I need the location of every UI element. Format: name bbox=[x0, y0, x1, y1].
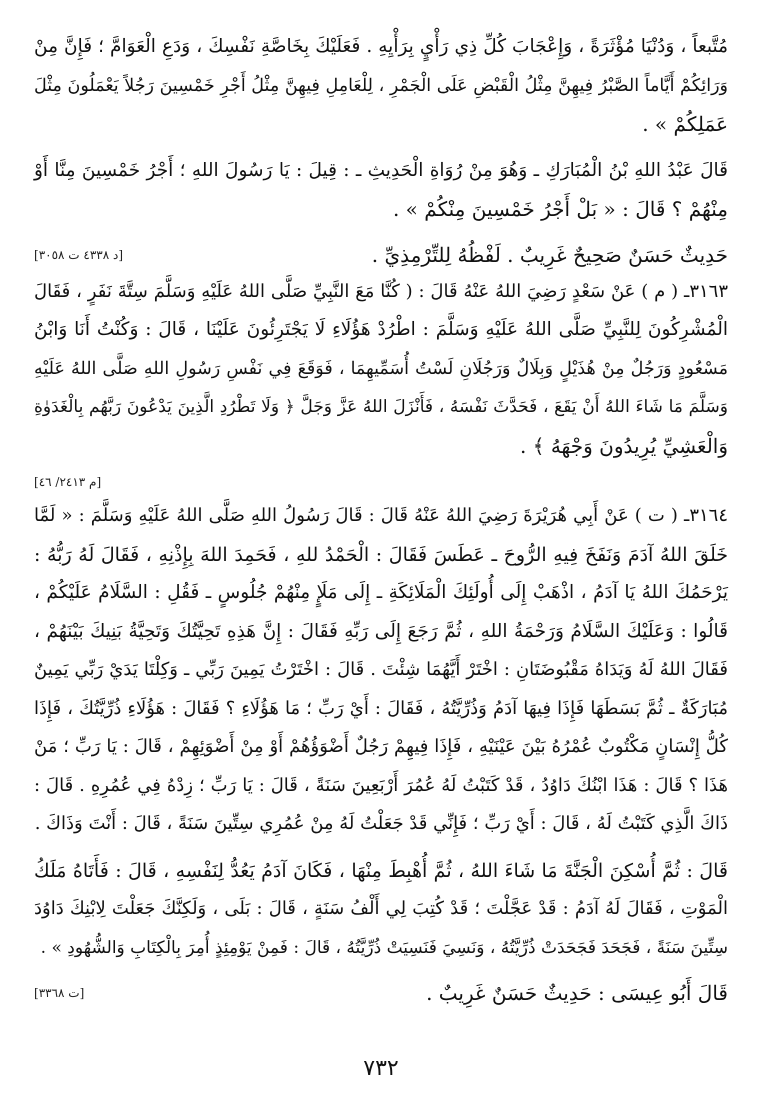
text-line: هَذَا ؟ قَالَ : هَذَا ابْنُكَ دَاوُدُ ، قَدْ كَتَبْتُ لَهُ عُمُرَ أَرْبَعِينَ سَنَةً ، قَالَ : يَا رَبِّ ؛ زِدْهُ فِي عُمُرِهِ . قَالَ : bbox=[34, 774, 728, 796]
text-line: سِتِّينَ سَنَةً ، فَجَحَدَ فَجَحَدَتْ ذُرِّيَّتُهُ ، وَنَسِيَ فَنَسِيَتْ ذُرِّيَّتُهُ ، قَالَ : فَمِنْ يَوْمِئِذٍ أُمِرَ بِالْكِتَابِ وَالشُّهُودِ » . bbox=[40, 937, 728, 958]
text-line: كُلُّ إِنْسَانٍ مَكْتُوبٌ عُمْرُهُ بَيْنَ عَيْنَيْهِ ، فَإِذَا فِيهِمْ رَجُلٌ أَضْوَؤُهُمْ أَوْ مِنْ أَضْوَئِهِمْ ، قَالَ : يَا رَبِّ ؛ مَنْ bbox=[34, 736, 728, 757]
hadith-3164-continued bbox=[34, 852, 728, 968]
text-line: مِنْهُمْ ؟ قَالَ : « بَلْ أَجْرُ خَمْسِينَ مِنْكُمْ » . bbox=[392, 197, 728, 221]
paragraph-2 bbox=[34, 152, 728, 229]
text-line: عَمَلِكُمْ » . bbox=[642, 112, 728, 136]
text-line: فَقَالَ اللهُ لَهُ وَيَدَاهُ مَقْبُوضَتَانِ : اخْتَرْ أَيَّهُمَا شِئْتَ . قَالَ : اخْتَرْتُ يَمِينَ رَبِّي ـ وَكِلْتَا يَدَيْ رَبِّي يَمِينٌ bbox=[34, 659, 728, 680]
source-reference-3163: [م ٢٤١٣/ ٤٦] bbox=[34, 475, 102, 489]
text-line: وَالْعَشِيِّ يُرِيدُونَ وَجْهَهُ ﴾ . bbox=[520, 433, 728, 458]
paragraph-1 bbox=[34, 28, 728, 144]
text-line: الْمُشْرِكُونَ لِلنَّبِيِّ صَلَّى اللهُ عَلَيْهِ وَسَلَّمَ : اطْرُدْ هَؤُلَاءِ لَا يَجْتَرِئُونَ عَلَيْنَا ، قَالَ : وَكُنْتُ أَنَا وَابْنُ bbox=[34, 319, 728, 340]
text-line: مُبَارَكَةٌ ـ ثُمَّ بَسَطَهَا فَإِذَا فِيهَا آدَمُ وَذُرِّيَّتُهُ ، فَقَالَ : أَيْ رَبِّ ؛ مَا هَؤُلَاءِ ؟ فَقَالَ : هَؤُلَاءِ ذُرِّيَّتُكَ ، فَإِذَا bbox=[34, 697, 728, 719]
text-line: الْمَوْتِ ، فَقَالَ لَهُ آدَمُ : قَدْ عَجَّلْتَ ؛ قَدْ كُتِبَ لِي أَلْفُ سَنَةٍ ، قَالَ : بَلَى ، وَلَكِنَّكَ جَعَلْتَ لِابْنِكَ دَاوُدَ bbox=[34, 898, 728, 919]
grading-row-2 bbox=[34, 975, 728, 1011]
text-line: ٣١٦٣ـ ( م ) عَنْ سَعْدٍ رَضِيَ اللهُ عَنْهُ قَالَ : ( كُنَّا مَعَ النَّبِيِّ صَلَّى اللهُ عَلَيْهِ وَسَلَّمَ سِتَّةَ نَفَرٍ ، فَقَالَ bbox=[34, 280, 728, 302]
text-line: وَرَائِكُمْ أَيَّاماً الصَّبْرُ فِيهِنَّ مِثْلُ الْقَبْضِ عَلَى الْجَمْرِ ، لِلْعَامِلِ فِيهِنَّ مِثْلُ أَجْرِ خَمْسِينَ رَجُلاً يَعْمَلُونَ مِثْلَ bbox=[34, 75, 728, 96]
source-reference: [د ٤٣٣٨ ت ٣٠٥٨] bbox=[34, 247, 124, 262]
grading-text: حَدِيثٌ حَسَنٌ صَحِيحٌ غَرِيبٌ . لَفْظُهُ لِلتِّرْمِذِيِّ . bbox=[371, 242, 728, 267]
text-line: خَلَقَ اللهُ آدَمَ وَنَفَخَ فِيهِ الرُّوحَ ـ عَطَسَ فَقَالَ : الْحَمْدُ للهِ ، فَحَمِدَ اللهَ بِإِذْنِهِ ، فَقَالَ لَهُ رَبُّهُ : bbox=[34, 543, 728, 566]
page-number: ٧٣٢ bbox=[363, 1056, 399, 1081]
source-reference: [ت ٣٣٦٨] bbox=[34, 986, 85, 1000]
grading-text: قَالَ أَبُو عِيسَى : حَدِيثٌ حَسَنٌ غَرِيبٌ . bbox=[426, 981, 728, 1005]
text-line: مَسْعُودٍ وَرَجُلٌ مِنْ هُذَيْلٍ وَبِلَالٌ وَرَجُلَانِ لَسْتُ أُسَمِّيهِمَا ، فَوَقَعَ فِي نَفْسِ رَسُولِ اللهِ صَلَّى اللهُ عَلَيْهِ bbox=[34, 358, 728, 379]
hadith-3163 bbox=[34, 273, 728, 466]
grading-row-1 bbox=[34, 237, 728, 273]
hadith-3164 bbox=[34, 497, 728, 844]
text-line: قَالُوا : وَعَلَيْكَ السَّلَامُ وَرَحْمَةُ اللهِ ، ثُمَّ رَجَعَ إِلَى رَبِّهِ فَقَالَ : إِنَّ هَذِهِ تَحِيَّتُكَ وَتَحِيَّةُ بَنِيكَ بَيْنَهُمْ ، bbox=[34, 620, 728, 642]
text-line: قَالَ عَبْدُ اللهِ بْنُ الْمُبَارَكِ ـ وَهُوَ مِنْ رُوَاةِ الْحَدِيثِ ـ : قِيلَ : يَا رَسُولَ اللهِ ؛ أَجْرُ خَمْسِينَ مِنَّا أَوْ bbox=[34, 159, 728, 181]
text-line: يَرْحَمُكَ اللهُ يَا آدَمُ ، اذْهَبْ إِلَى أُولَئِكَ الْمَلَائِكَةِ ـ إِلَى مَلَإٍ مِنْهُمْ جُلُوسٍ ـ فَقُلِ : السَّلَامُ عَلَيْكُمْ ، bbox=[34, 582, 728, 603]
text-line: ٣١٦٤ـ ( ت ) عَنْ أَبِي هُرَيْرَةَ رَضِيَ اللهُ عَنْهُ قَالَ : قَالَ رَسُولُ اللهِ صَلَّى اللهُ عَلَيْهِ وَسَلَّمَ : « لَمَّا bbox=[34, 505, 728, 526]
page-body bbox=[34, 28, 728, 1011]
text-line: وَسَلَّمَ مَا شَاءَ اللهُ أَنْ يَقَعَ ، فَحَدَّثَ نَفْسَهُ ، فَأَنْزَلَ اللهُ عَزَّ وَجَلَّ ﴿ وَلَا تَطْرُدِ الَّذِينَ يَدْعُونَ رَبَّهُم بِالْغَدَوٰةِ bbox=[34, 397, 728, 417]
text-line: ذَاكَ الَّذِي كَتَبْتُ لَهُ ، قَالَ : أَيْ رَبِّ ؛ فَإِنِّي قَدْ جَعَلْتُ لَهُ مِنْ عُمُرِي سِتِّينَ سَنَةً ، قَالَ : أَنْتَ وَذَاكَ . bbox=[34, 813, 728, 834]
text-line: قَالَ : ثُمَّ أُسْكِنَ الْجَنَّةَ مَا شَاءَ اللهُ ، ثُمَّ أُهْبِطَ مِنْهَا ، فَكَانَ آدَمُ يَعُدُّ لِنَفْسِهِ ، قَالَ : فَأَتَاهُ مَلَكُ bbox=[34, 859, 728, 882]
text-line: مُتَّبعاً ، وَدُنْيَا مُؤْثَرَةً ، وَإِعْجَابَ كُلِّ ذِي رَأْيٍ بِرَأْيِهِ . فَعَلَيْكَ بِخَاصَّةِ نَفْسِكَ ، وَدَعِ الْعَوَامَّ ؛ فَإِنَّ مِنْ bbox=[34, 36, 728, 57]
